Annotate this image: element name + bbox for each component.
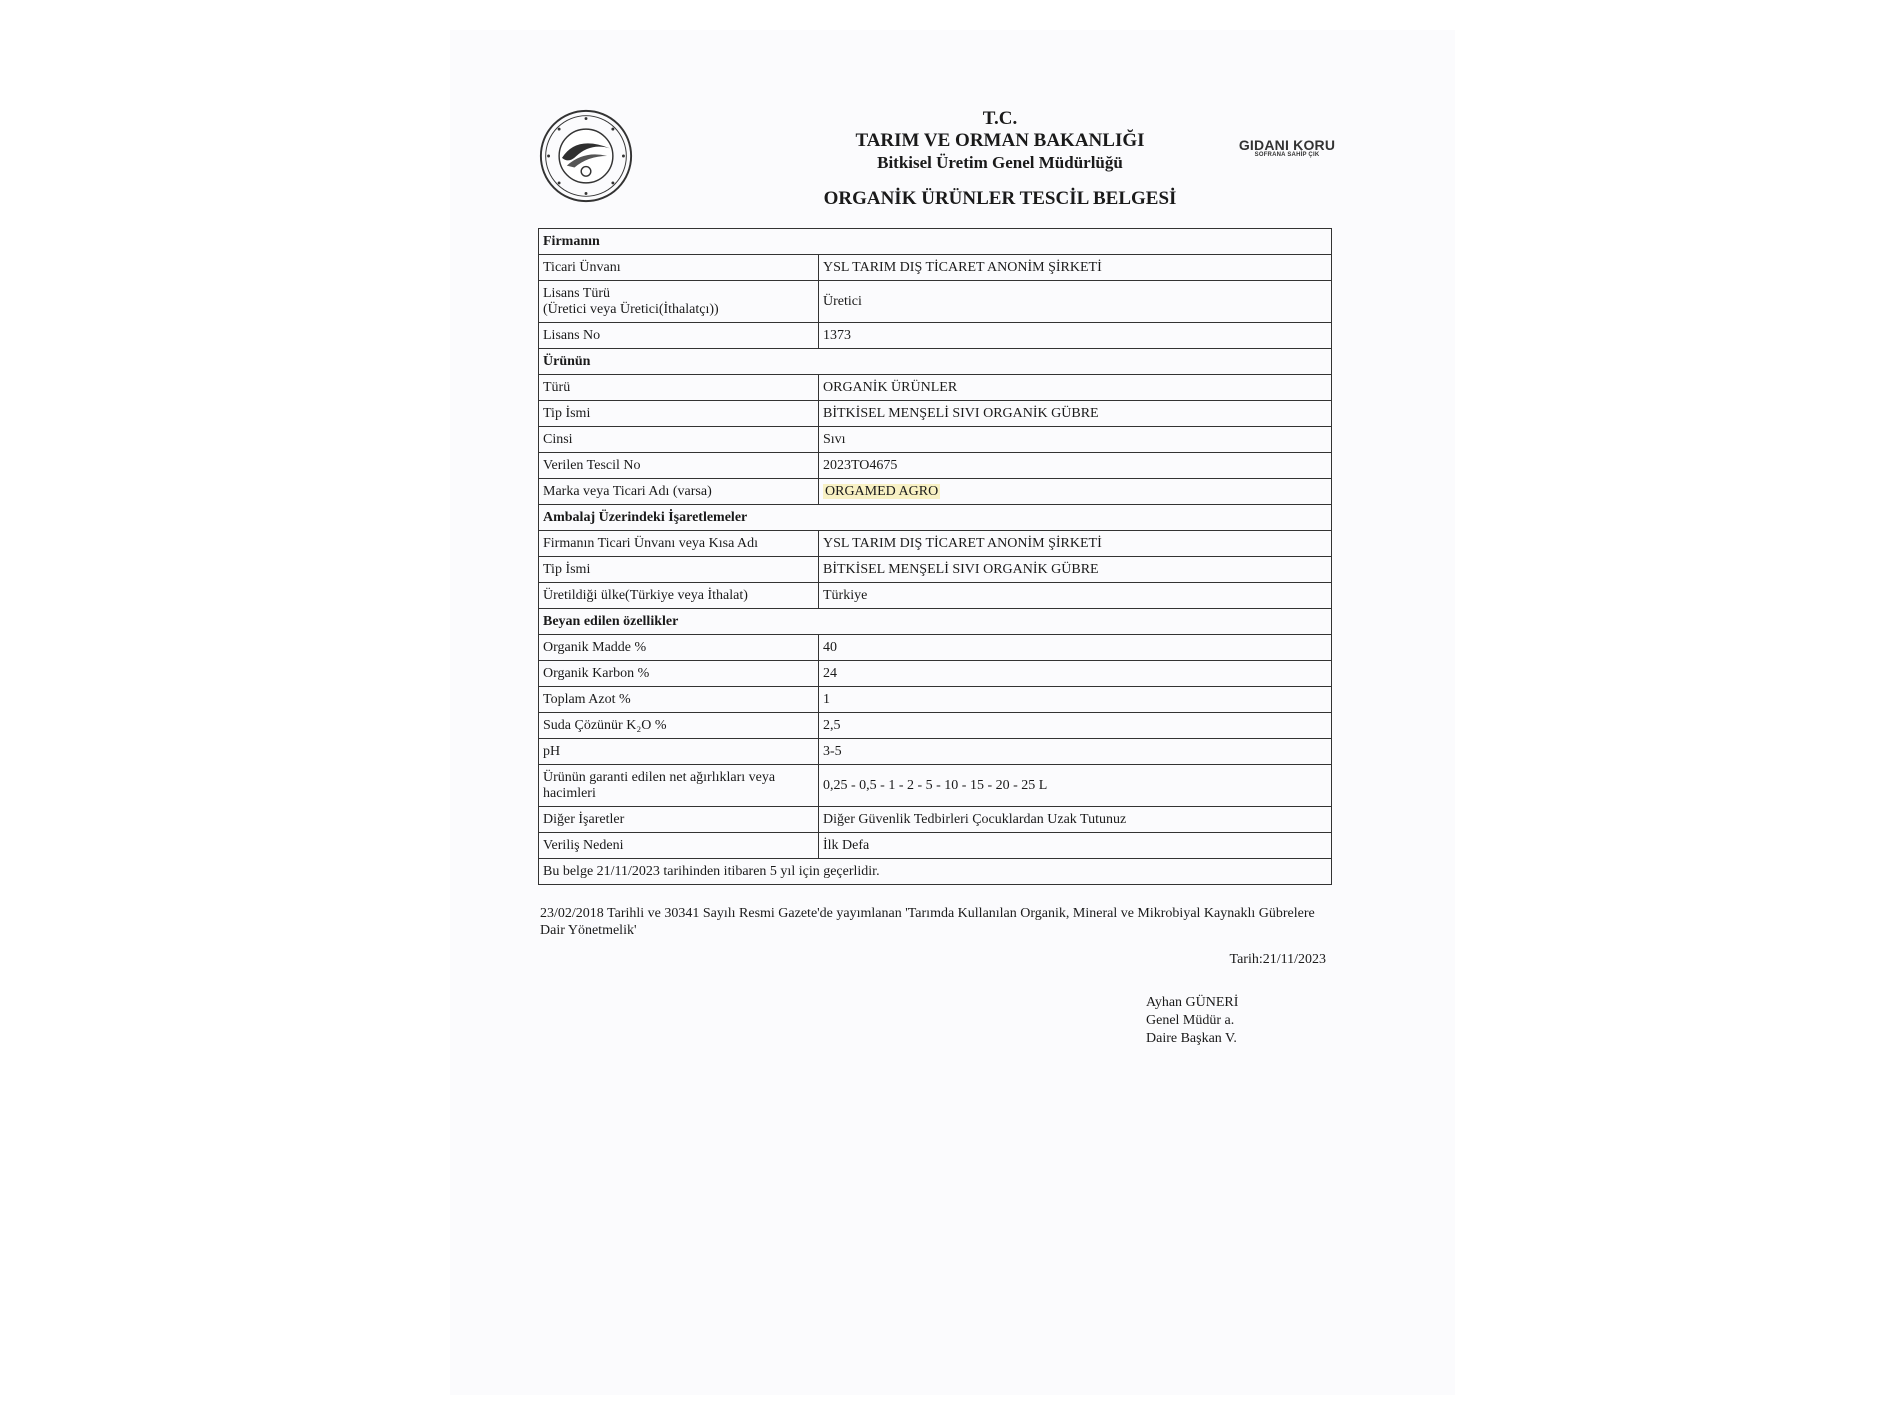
section-product: Ürünün xyxy=(539,349,1332,375)
table-row xyxy=(539,833,1332,859)
table-row xyxy=(539,323,1332,349)
table-row xyxy=(539,739,1332,765)
row-label-line-1: Lisans Türü xyxy=(543,285,611,301)
directorate-name: Bitkisel Üretim Genel Müdürlüğü xyxy=(877,153,1123,172)
row-label: Verilen Tescil No xyxy=(539,453,819,479)
validity-statement: Bu belge 21/11/2023 tarihinden itibaren 5 yıl için geçerlidir. xyxy=(539,859,1332,885)
row-value: Türkiye xyxy=(819,583,1332,609)
row-label: Diğer İşaretler xyxy=(539,807,819,833)
row-label: Lisans No xyxy=(539,323,819,349)
section-properties: Beyan edilen özellikler xyxy=(539,609,1332,635)
row-label: Üretildiği ülke(Türkiye veya İthalat) xyxy=(539,583,819,609)
row-label: Ticari Ünvanı xyxy=(539,255,819,281)
row-label: Marka veya Ticari Adı (varsa) xyxy=(539,479,819,505)
table-row xyxy=(539,281,1332,323)
row-label-line-2: (Üretici veya Üretici(İthalatçı)) xyxy=(543,301,719,317)
table-row xyxy=(539,255,1332,281)
regulation-note: 23/02/2018 Tarihli ve 30341 Sayılı Resmi Gazete'de yayımlanan 'Tarımda Kullanılan Organik, Mineral ve Mikrobiyal Kaynaklı Gübrelere Dair Yönetmelik' xyxy=(540,906,1315,938)
row-value: Sıvı xyxy=(819,427,1332,453)
row-label: Firmanın Ticari Ünvanı veya Kısa Adı xyxy=(539,531,819,557)
brand-name-value: ORGAMED AGRO xyxy=(825,483,939,499)
table-row xyxy=(539,479,1332,505)
brand-logo-tagline: SOFRANA SAHİP ÇIK xyxy=(1254,152,1320,158)
row-label: Tip İsmi xyxy=(539,557,819,583)
signatory-name: Ayhan GÜNERİ xyxy=(1146,995,1239,1010)
ministry-name: TARIM VE ORMAN BAKANLIĞI xyxy=(855,130,1145,151)
signatory-role: Genel Müdür a. xyxy=(1146,1013,1235,1028)
document-header xyxy=(700,108,1300,174)
row-label: Türü xyxy=(539,375,819,401)
row-label: Suda Çözünür K₂O % xyxy=(539,713,819,739)
document-title: ORGANİK ÜRÜNLER TESCİL BELGESİ xyxy=(823,188,1177,209)
section-packaging: Ambalaj Üzerindeki İşaretlemeler xyxy=(539,505,1332,531)
section-firm: Firmanın xyxy=(539,229,1332,255)
table-row xyxy=(539,661,1332,687)
table-row xyxy=(539,713,1332,739)
row-value: 3-5 xyxy=(819,739,1332,765)
row-value xyxy=(819,479,1332,505)
row-label-line-1: Ürünün garanti edilen net ağırlıkları veya xyxy=(543,769,776,785)
table-row xyxy=(539,635,1332,661)
row-label-line-2: hacimleri xyxy=(543,785,596,801)
row-value: Diğer Güvenlik Tedbirleri Çocuklardan Uzak Tutunuz xyxy=(819,807,1332,833)
row-label: Organik Madde % xyxy=(539,635,819,661)
row-value: 1 xyxy=(819,687,1332,713)
header-line-1: T.C. xyxy=(982,108,1018,129)
row-value: 2023TO4675 xyxy=(819,453,1332,479)
table-row xyxy=(539,807,1332,833)
row-value: BİTKİSEL MENŞELİ SIVI ORGANİK GÜBRE xyxy=(819,401,1332,427)
row-value: BİTKİSEL MENŞELİ SIVI ORGANİK GÜBRE xyxy=(819,557,1332,583)
row-label: pH xyxy=(539,739,819,765)
row-value: YSL TARIM DIŞ TİCARET ANONİM ŞİRKETİ xyxy=(819,255,1332,281)
row-value: İlk Defa xyxy=(819,833,1332,859)
table-row xyxy=(539,427,1332,453)
row-label: Veriliş Nedeni xyxy=(539,833,819,859)
brand-logo xyxy=(1232,137,1342,158)
row-label: Cinsi xyxy=(539,427,819,453)
row-value: 0,25 - 0,5 - 1 - 2 - 5 - 10 - 15 - 20 - 25 L xyxy=(819,765,1332,807)
table-row xyxy=(539,531,1332,557)
row-value: Üretici xyxy=(819,281,1332,323)
brand-logo-name: GIDANI KORU xyxy=(1238,137,1336,153)
row-label: Organik Karbon % xyxy=(539,661,819,687)
row-value: 40 xyxy=(819,635,1332,661)
ministry-seal-icon xyxy=(538,108,634,204)
row-value: ORGANİK ÜRÜNLER xyxy=(819,375,1332,401)
table-row xyxy=(539,687,1332,713)
table-row xyxy=(539,557,1332,583)
row-label xyxy=(539,765,819,807)
table-row xyxy=(539,401,1332,427)
row-value: 2,5 xyxy=(819,713,1332,739)
row-value: 24 xyxy=(819,661,1332,687)
table-row xyxy=(539,765,1332,807)
signature-block xyxy=(1146,994,1238,1048)
row-label xyxy=(539,281,819,323)
table-row xyxy=(539,583,1332,609)
row-value: 1373 xyxy=(819,323,1332,349)
row-label: Toplam Azot % xyxy=(539,687,819,713)
row-value: YSL TARIM DIŞ TİCARET ANONİM ŞİRKETİ xyxy=(819,531,1332,557)
signatory-title: Daire Başkan V. xyxy=(1146,1031,1237,1046)
row-label: Tip İsmi xyxy=(539,401,819,427)
table-row xyxy=(539,375,1332,401)
issue-date: Tarih:21/11/2023 xyxy=(1229,952,1326,967)
certificate-table xyxy=(538,228,1332,885)
table-row xyxy=(539,453,1332,479)
